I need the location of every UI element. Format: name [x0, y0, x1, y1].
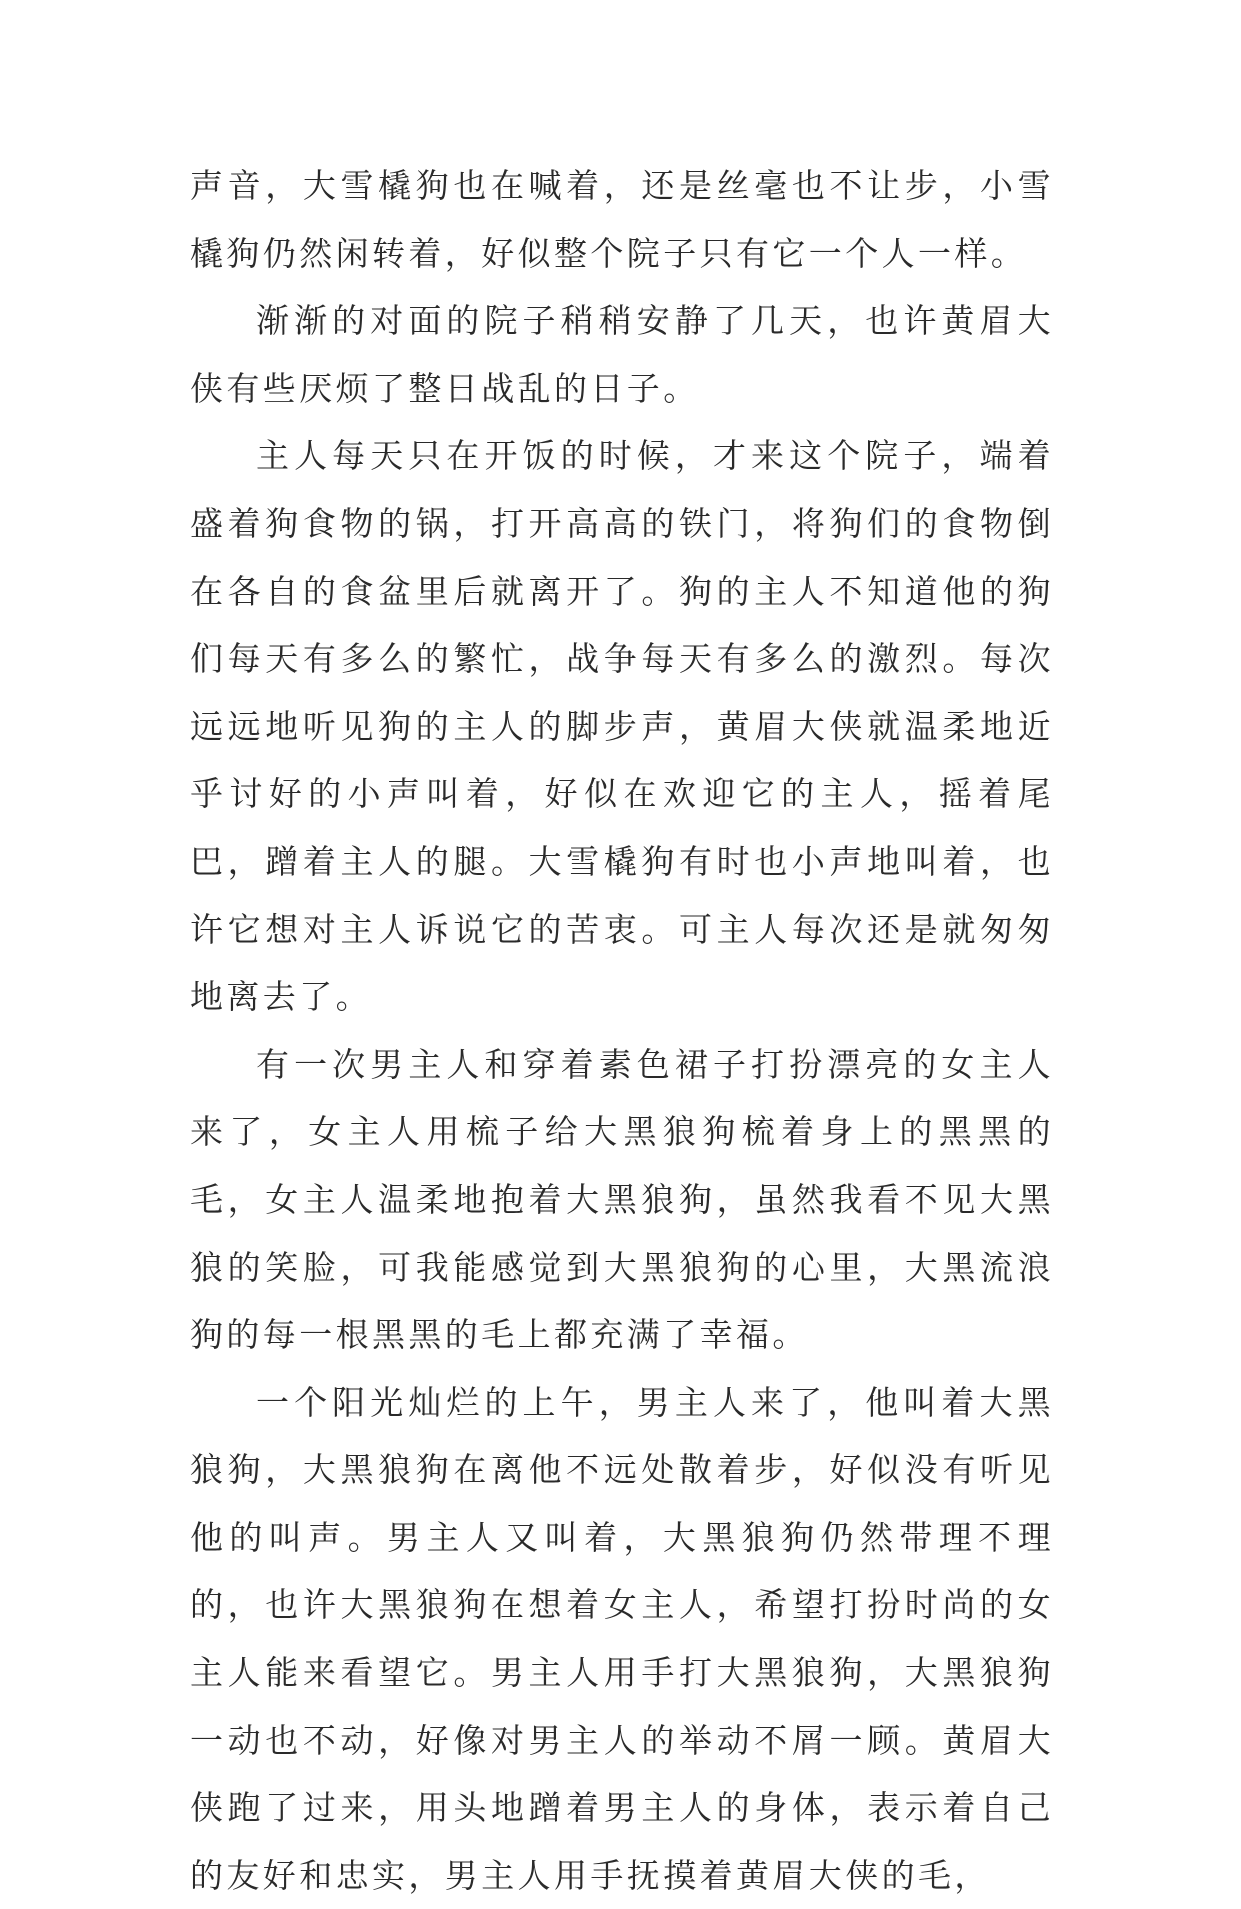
paragraph-1: 声音，大雪橇狗也在喊着，还是丝毫也不让步，小雪橇狗仍然闲转着，好似整个院子只有它一个人一样。: [190, 166, 1054, 273]
paragraph-2: 渐渐的对面的院子稍稍安静了几天，也许黄眉大侠有些厌烦了整日战乱的日子。: [190, 301, 1054, 408]
paragraph-5: 一个阳光灿烂的上午，男主人来了，他叫着大黑狼狗，大黑狼狗在离他不远处散着步，好似没有听见他的叫声。男主人又叫着，大黑狼狗仍然带理不理的，也许大黑狼狗在想着女主人，希望打扮时尚的女主人能来看望它。男主人用手打大黑狼狗，大黑狼狗一动也不动，好像对男主人的举动不屑一顾。黄眉大侠跑了过来，用头地蹭着男主人的身体，表示着自己的友好和忠实，男主人用手抚摸着黄眉大侠的毛，: [190, 1382, 1054, 1895]
paragraph-4: 有一次男主人和穿着素色裙子打扮漂亮的女主人来了，女主人用梳子给大黑狼狗梳着身上的黑黑的毛，女主人温柔地抱着大黑狼狗，虽然我看不见大黑狼的笑脸，可我能感觉到大黑狼狗的心里，大黑流浪狗的每一根黑黑的毛上都充满了幸福。: [190, 1044, 1054, 1355]
document-body: [190, 152, 1054, 1909]
paragraph-3: 主人每天只在开饭的时候，才来这个院子，端着盛着狗食物的锅，打开高高的铁门，将狗们的食物倒在各自的食盆里后就离开了。狗的主人不知道他的狗们每天有多么的繁忙，战争每天有多么的激烈。每次远远地听见狗的主人的脚步声，黄眉大侠就温柔地近乎讨好的小声叫着，好似在欢迎它的主人，摇着尾巴，蹭着主人的腿。大雪橇狗有时也小声地叫着，也许它想对主人诉说它的苦衷。可主人每次还是就匆匆地离去了。: [190, 436, 1054, 1017]
